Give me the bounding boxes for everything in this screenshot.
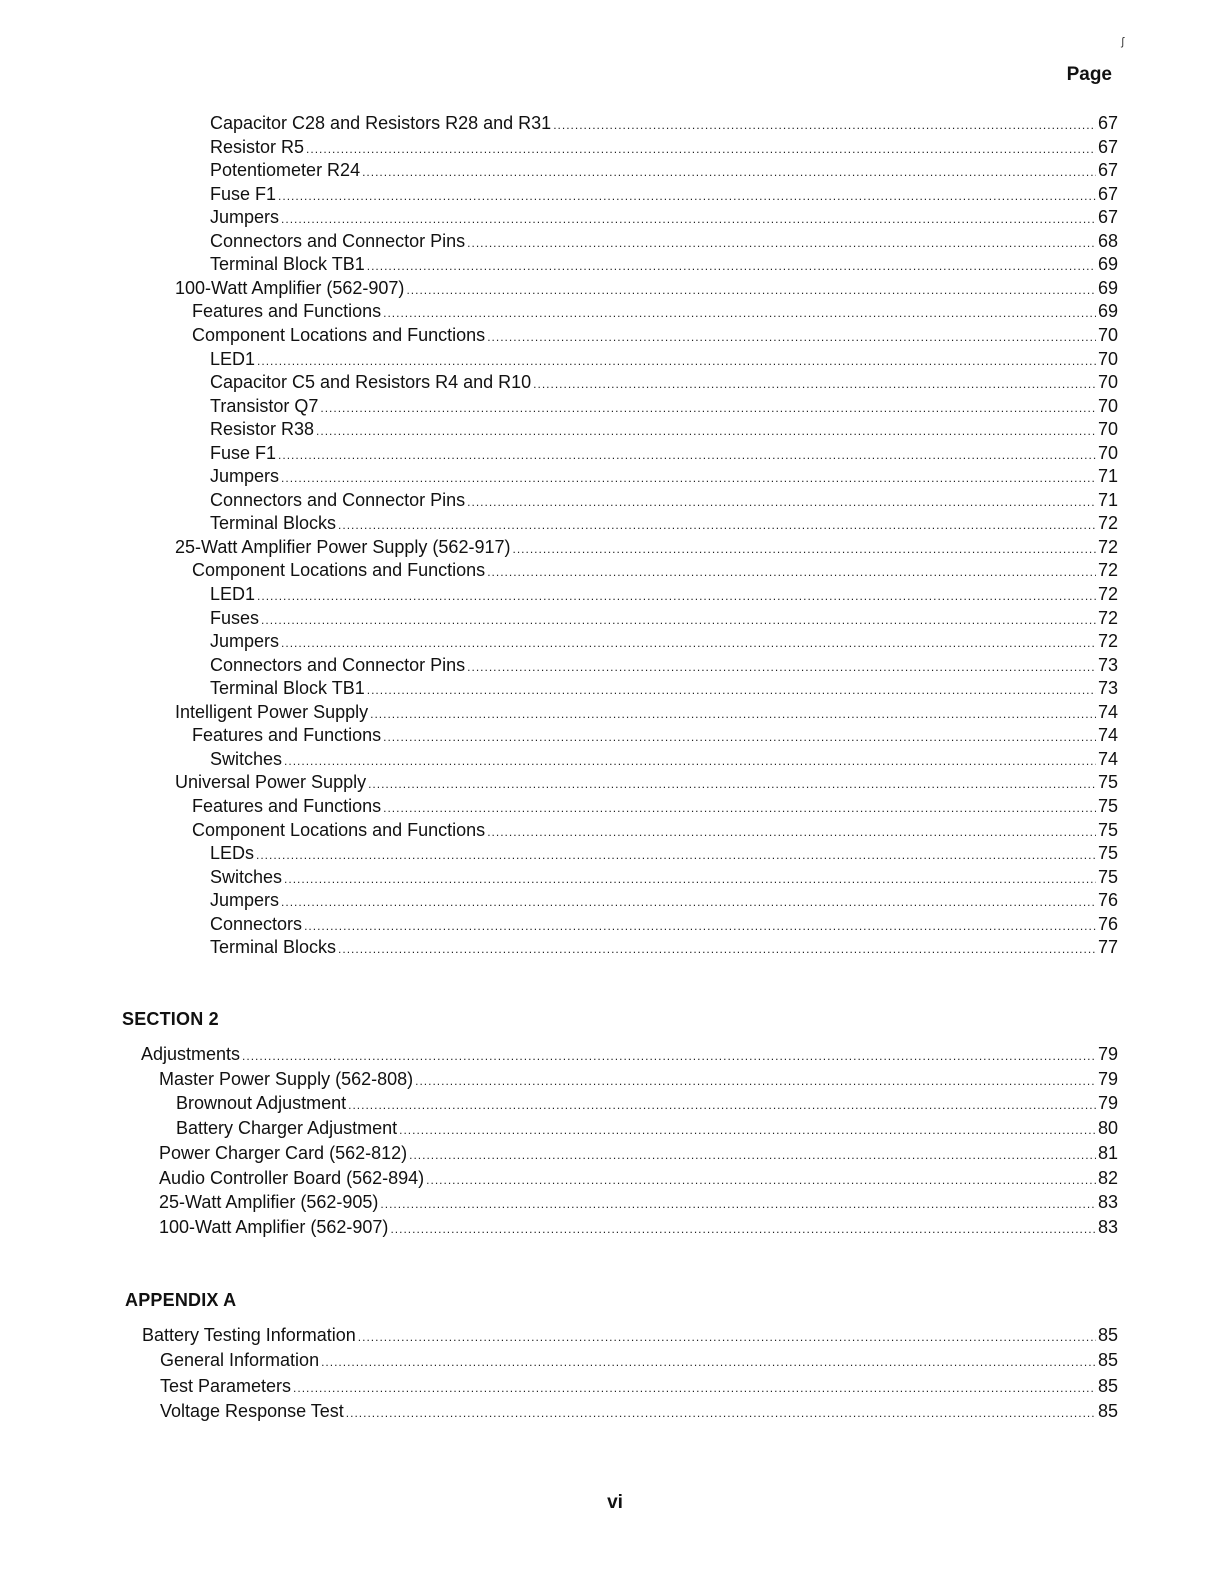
toc-entry	[210, 182, 1118, 206]
toc-entry	[159, 1190, 1118, 1214]
toc-entry-page: 75	[1097, 819, 1118, 840]
toc-entry	[210, 158, 1118, 182]
toc-entry-page: 74	[1097, 701, 1118, 722]
toc-entry-title: Terminal Block TB1	[210, 254, 365, 275]
toc-entry-page: 72	[1097, 584, 1118, 604]
toc-leader-dots	[383, 301, 1096, 325]
toc-leader-dots	[467, 231, 1096, 255]
toc-entry-title: Intelligent Power Supply	[175, 701, 369, 722]
toc-entry-title: Connectors and Connector Pins	[210, 654, 466, 675]
toc-entry-page: 77	[1097, 937, 1118, 958]
toc-entry-page: 75	[1097, 772, 1118, 793]
toc-entry-page: 72	[1097, 607, 1118, 628]
toc-entry	[141, 1042, 1118, 1066]
toc-entry-title: 100-Watt Amplifier (562-907)	[159, 1216, 389, 1237]
toc-entry-title: Features and Functions	[192, 725, 382, 746]
toc-leader-dots	[257, 349, 1096, 373]
toc-entry-title: Adjustments	[141, 1044, 241, 1064]
toc-entry-page: 81	[1097, 1142, 1118, 1163]
toc-entry	[210, 747, 1118, 771]
toc-leader-dots	[415, 1069, 1096, 1093]
toc-entry	[210, 865, 1118, 889]
toc-leader-dots	[370, 702, 1096, 726]
toc-entry-page: 72	[1097, 536, 1118, 557]
toc-entry	[192, 299, 1118, 323]
toc-entry	[210, 582, 1118, 606]
toc-leader-dots	[284, 749, 1096, 773]
toc-entry	[210, 653, 1118, 677]
toc-leader-dots	[362, 160, 1096, 184]
toc-entry-page: 85	[1097, 1400, 1118, 1421]
toc-entry-title: Connectors and Connector Pins	[210, 489, 466, 510]
toc-entry-title: Terminal Blocks	[210, 513, 337, 534]
toc-entry-page: 75	[1097, 843, 1118, 864]
toc-entry-page: 72	[1097, 560, 1118, 581]
toc-entry-page: 70	[1097, 442, 1118, 463]
toc-entry-page: 67	[1097, 136, 1118, 157]
toc-leader-dots	[426, 1168, 1096, 1192]
toc-entry	[210, 676, 1118, 700]
toc-entry-title: Capacitor C28 and Resistors R28 and R31	[210, 113, 552, 133]
toc-leader-dots	[346, 1401, 1096, 1425]
toc-leader-dots	[348, 1093, 1096, 1117]
toc-entry-title: Resistor R5	[210, 136, 305, 157]
toc-entry-page: 85	[1097, 1375, 1118, 1396]
toc-entry-page: 73	[1097, 654, 1118, 675]
toc-entry-title: Component Locations and Functions	[192, 819, 486, 840]
toc-leader-dots	[399, 1118, 1096, 1142]
toc-entry-title: Fuse F1	[210, 183, 277, 204]
toc-leader-dots	[533, 372, 1096, 396]
toc-leader-dots	[487, 560, 1096, 584]
toc-entry-page: 70	[1097, 324, 1118, 345]
toc-entry-page: 75	[1097, 866, 1118, 887]
toc-entry-page: 68	[1097, 230, 1118, 251]
toc-leader-dots	[256, 843, 1096, 867]
toc-entry	[176, 1116, 1118, 1140]
toc-leader-dots	[261, 608, 1096, 632]
toc-entry-title: Features and Functions	[192, 301, 382, 322]
toc-entry-title: Jumpers	[210, 207, 280, 228]
toc-entry	[210, 629, 1118, 653]
toc-entry-title: Jumpers	[210, 890, 280, 911]
toc-entry-page: 69	[1097, 301, 1118, 322]
toc-leader-dots	[487, 820, 1096, 844]
toc-entry	[210, 252, 1118, 276]
toc-entry-page: 74	[1097, 725, 1118, 746]
toc-leader-dots	[278, 443, 1096, 467]
toc-entry-title: Master Power Supply (562-808)	[159, 1068, 414, 1089]
toc-entry-page: 79	[1097, 1093, 1118, 1114]
toc-leader-dots	[367, 678, 1096, 702]
toc-leader-dots	[383, 725, 1096, 749]
toc-entry-page: 67	[1097, 207, 1118, 228]
toc-entry-page: 80	[1097, 1118, 1118, 1139]
toc-entry-page: 83	[1097, 1216, 1118, 1237]
toc-leader-dots	[281, 466, 1096, 490]
toc-entry	[210, 135, 1118, 159]
page-number: vi	[607, 1492, 623, 1513]
toc-entry-title: Fuses	[210, 607, 260, 628]
toc-entry-title: 25-Watt Amplifier (562-905)	[159, 1192, 379, 1213]
toc-entry-page: 75	[1097, 795, 1118, 816]
toc-leader-dots	[487, 325, 1096, 349]
toc-leader-dots	[281, 207, 1096, 231]
toc-entry	[210, 417, 1118, 441]
toc-entry-title: Jumpers	[210, 466, 280, 487]
toc-entry-page: 76	[1097, 913, 1118, 934]
toc-leader-dots	[321, 1350, 1096, 1374]
toc-leader-dots	[316, 419, 1096, 443]
toc-entry	[210, 111, 1118, 135]
toc-leader-dots	[383, 796, 1096, 820]
toc-entry-title: Terminal Block TB1	[210, 678, 365, 699]
toc-entry-page: 67	[1097, 160, 1118, 181]
toc-leader-dots	[338, 937, 1096, 961]
toc-entry	[160, 1348, 1118, 1372]
toc-leader-dots	[242, 1044, 1096, 1068]
toc-entry	[210, 511, 1118, 535]
toc-entry-title: 25-Watt Amplifier Power Supply (562-917)	[175, 536, 511, 557]
toc-leader-dots	[281, 890, 1096, 914]
toc-entry-title: Voltage Response Test	[160, 1400, 344, 1421]
toc-entry-title: Terminal Blocks	[210, 937, 337, 958]
toc-entry	[160, 1399, 1118, 1423]
toc-entry-title: Transistor Q7	[210, 395, 319, 416]
toc-entry-page: 85	[1097, 1350, 1118, 1371]
toc-entry-title: Test Parameters	[160, 1375, 292, 1396]
toc-entry-title: Component Locations and Functions	[192, 324, 486, 345]
toc-leader-dots	[293, 1376, 1096, 1400]
toc-entry	[210, 488, 1118, 512]
toc-leader-dots	[306, 137, 1096, 161]
toc-entry	[210, 841, 1118, 865]
toc-leader-dots	[467, 655, 1096, 679]
toc-entry-title: Resistor R38	[210, 419, 315, 440]
toc-entry	[210, 394, 1118, 418]
toc-entry-page: 82	[1097, 1167, 1118, 1188]
toc-entry	[175, 700, 1118, 724]
toc-entry-title: Connectors	[210, 913, 303, 934]
toc-entry-page: 69	[1097, 254, 1118, 275]
toc-leader-dots	[467, 490, 1096, 514]
toc-entry	[175, 276, 1118, 300]
toc-leader-dots	[409, 1143, 1096, 1167]
appendix-a-heading: APPENDIX A	[125, 1290, 237, 1310]
toc-leader-dots	[368, 772, 1096, 796]
corner-mark: ʃ	[1121, 36, 1124, 48]
toc-entry-page: 71	[1097, 489, 1118, 510]
toc-entry-page: 85	[1097, 1325, 1118, 1345]
toc-entry	[210, 347, 1118, 371]
toc-entry-page: 71	[1097, 466, 1118, 487]
toc-entry-title: Switches	[210, 748, 283, 769]
toc-entry-title: General Information	[160, 1350, 320, 1371]
toc-entry	[192, 794, 1118, 818]
toc-entry	[210, 370, 1118, 394]
toc-entry-page: 79	[1097, 1068, 1118, 1089]
toc-leader-dots	[304, 914, 1096, 938]
toc-entry	[142, 1323, 1118, 1347]
toc-entry-title: Universal Power Supply	[175, 772, 367, 793]
page-column-label: Page	[1066, 64, 1112, 85]
toc-leader-dots	[367, 254, 1096, 278]
toc-entry-page: 72	[1097, 513, 1118, 534]
toc-entry-page: 83	[1097, 1192, 1118, 1213]
toc-leader-dots	[512, 537, 1095, 561]
toc-entry-title: Capacitor C5 and Resistors R4 and R10	[210, 372, 532, 393]
section-2-heading: SECTION 2	[122, 1009, 219, 1029]
toc-entry-page: 69	[1097, 277, 1118, 298]
toc-entry-page: 72	[1097, 631, 1118, 652]
toc-entry-title: Power Charger Card (562-812)	[159, 1142, 408, 1163]
toc-entry	[159, 1166, 1118, 1190]
toc-leader-dots	[338, 513, 1096, 537]
toc-leader-dots	[553, 113, 1096, 137]
toc-entry	[210, 464, 1118, 488]
toc-entry-title: Switches	[210, 866, 283, 887]
toc-entry-page: 74	[1097, 748, 1118, 769]
toc-entry-title: LEDs	[210, 843, 255, 864]
toc-entry	[210, 229, 1118, 253]
toc-entry	[159, 1067, 1118, 1091]
toc-entry-page: 79	[1097, 1044, 1118, 1064]
toc-leader-dots	[390, 1217, 1096, 1241]
toc-entry	[159, 1141, 1118, 1165]
toc-leader-dots	[320, 396, 1096, 420]
toc-entry-title: LED1	[210, 348, 256, 369]
toc-entry-title: Battery Charger Adjustment	[176, 1118, 398, 1139]
toc-entry-title: Potentiometer R24	[210, 160, 361, 181]
toc-entry-page: 73	[1097, 678, 1118, 699]
toc-entry	[176, 1091, 1118, 1115]
toc-leader-dots	[257, 584, 1096, 608]
toc-entry	[210, 441, 1118, 465]
toc-entry	[210, 205, 1118, 229]
toc-entry-title: Battery Testing Information	[142, 1325, 356, 1345]
toc-entry-title: Features and Functions	[192, 795, 382, 816]
toc-leader-dots	[278, 184, 1096, 208]
toc-leader-dots	[281, 631, 1096, 655]
toc-leader-dots	[380, 1192, 1096, 1216]
toc-entry-title: Audio Controller Board (562-894)	[159, 1167, 425, 1188]
toc-entry	[160, 1374, 1118, 1398]
toc-entry-page: 67	[1097, 113, 1118, 133]
toc-entry-page: 70	[1097, 395, 1118, 416]
toc-entry	[192, 818, 1118, 842]
toc-entry	[210, 888, 1118, 912]
toc-entry-title: LED1	[210, 584, 256, 604]
toc-entry-title: 100-Watt Amplifier (562-907)	[175, 277, 405, 298]
toc-entry	[192, 323, 1118, 347]
toc-entry	[192, 723, 1118, 747]
toc-entry	[210, 606, 1118, 630]
toc-leader-dots	[406, 278, 1096, 302]
toc-entry-page: 67	[1097, 183, 1118, 204]
toc-entry	[175, 770, 1118, 794]
toc-entry	[159, 1215, 1118, 1239]
toc-entry-page: 76	[1097, 890, 1118, 911]
toc-entry-title: Brownout Adjustment	[176, 1093, 347, 1114]
toc-leader-dots	[284, 867, 1096, 891]
toc-entry-page: 70	[1097, 348, 1118, 369]
toc-entry-title: Connectors and Connector Pins	[210, 230, 466, 251]
toc-entry-page: 70	[1097, 419, 1118, 440]
toc-entry-page: 70	[1097, 372, 1118, 393]
toc-entry-title: Jumpers	[210, 631, 280, 652]
toc-entry-title: Fuse F1	[210, 442, 277, 463]
toc-entry	[210, 912, 1118, 936]
toc-leader-dots	[358, 1325, 1096, 1349]
toc-entry	[175, 535, 1118, 559]
toc-entry-title: Component Locations and Functions	[192, 560, 486, 581]
toc-entry	[210, 935, 1118, 959]
toc-entry	[192, 558, 1118, 582]
